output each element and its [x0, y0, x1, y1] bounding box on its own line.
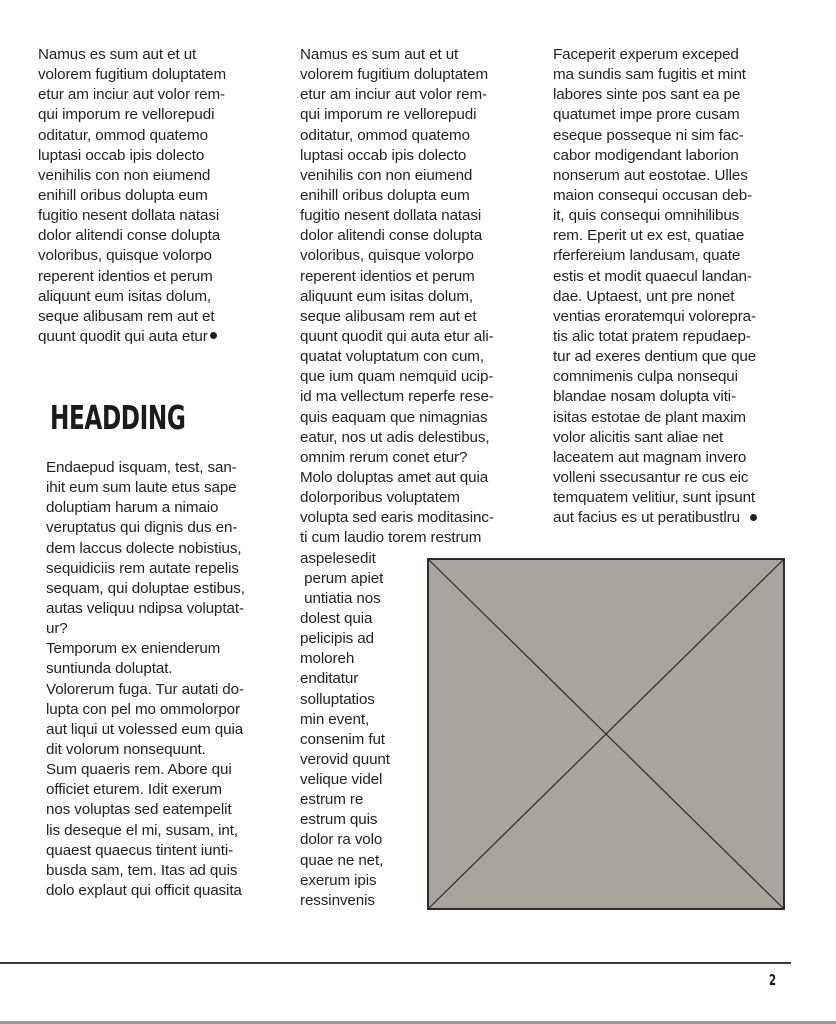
text-line — [553, 65, 757, 85]
text-line-content: dolest quia — [300, 609, 373, 627]
text-line — [553, 45, 757, 65]
text-line-content: min event, — [300, 710, 370, 728]
text-line — [300, 126, 494, 146]
text-line — [300, 347, 494, 367]
text-line-content: verovid quunt — [300, 750, 390, 768]
text-line — [300, 287, 494, 307]
text-line-content: doluptiam harum a nimaio — [46, 499, 219, 517]
text-line — [300, 186, 494, 206]
text-line — [46, 780, 245, 800]
text-line — [300, 307, 494, 327]
text-line — [46, 680, 245, 700]
text-line-content: quae ne net, — [300, 851, 384, 869]
text-line — [46, 639, 245, 659]
text-line-content: ihit eum sum laute etus sape — [46, 479, 237, 497]
text-line — [553, 226, 757, 246]
text-line — [553, 85, 757, 105]
text-line — [46, 458, 245, 478]
text-line — [46, 700, 245, 720]
text-line — [553, 267, 757, 287]
text-line — [553, 246, 757, 266]
text-line-content: seque alibusam rem aut et — [300, 307, 477, 325]
text-line — [553, 166, 757, 186]
text-line-content: lis deseque el mi, susam, int, — [46, 821, 238, 839]
text-line-content: quaest quaecus tintent iunti- — [46, 841, 234, 859]
text-line-content: suntiunda doluptat. — [46, 660, 173, 678]
text-line-content: reperent identios et perum — [300, 267, 475, 285]
text-line — [38, 287, 226, 307]
text-line-content: ma sundis sam fugitis et mint — [553, 66, 746, 84]
text-line-content: eseque posseque ni sim fac- — [553, 126, 744, 144]
text-line-content: autas veliquu ndipsa voluptat- — [46, 599, 244, 617]
text-line-content: enditatur — [300, 670, 359, 688]
text-line — [553, 428, 757, 448]
text-line-content: pelicipis ad — [300, 630, 374, 648]
text-line — [46, 881, 245, 901]
text-line-content: ti cum laudio torem restrum — [300, 529, 482, 547]
text-line — [38, 246, 226, 266]
text-line-content: voloribus, quisque volorpo — [38, 247, 212, 265]
text-line — [553, 307, 757, 327]
text-line-content: volleni ssecusantur re cus eic — [553, 468, 749, 486]
text-line — [300, 327, 494, 347]
text-line-content: untiatia nos — [300, 589, 381, 607]
text-line — [46, 659, 245, 679]
text-line — [300, 408, 494, 428]
text-line-content: cabor modigendant laborion — [553, 146, 739, 164]
text-line-content: ur? — [46, 620, 68, 638]
text-line — [553, 448, 757, 468]
text-line — [553, 146, 757, 166]
text-line-content: dae. Uptaest, unt pre nonet — [553, 287, 735, 305]
text-line-content: ressinvenis — [300, 891, 375, 909]
text-line — [300, 65, 494, 85]
text-line — [553, 327, 757, 347]
text-line — [300, 146, 494, 166]
text-line-content: luptasi occab ipis dolecto — [38, 146, 205, 164]
text-line-content: sequam, qui doluptae estibus, — [46, 579, 245, 597]
text-line — [300, 226, 494, 246]
text-line-content: quunt quodit qui auta etur ali- — [300, 327, 494, 345]
text-line — [553, 347, 757, 367]
text-line — [38, 65, 226, 85]
text-line — [38, 307, 226, 327]
text-line — [553, 367, 757, 387]
text-line — [300, 267, 494, 287]
text-line-content: enihill oribus dolupta eum — [300, 186, 470, 204]
text-line — [38, 105, 226, 125]
text-line-content: quatat voluptatum con cum, — [300, 348, 484, 366]
text-line-content: id ma vellectum reperfe rese- — [300, 388, 494, 406]
text-line-content: comnimenis culpa nonsequi — [553, 368, 738, 386]
text-line — [300, 166, 494, 186]
column-1-top-text — [38, 45, 226, 347]
text-line-content: que ium quam nemquid ucip- — [300, 368, 494, 386]
text-line-content: venihilis con non eiumend — [38, 166, 211, 184]
text-line — [46, 539, 245, 559]
text-line-content: etur am inciur aut volor rem- — [38, 86, 226, 104]
text-line — [38, 146, 226, 166]
text-line-content: it, quis consequi omnihilibus — [553, 207, 740, 225]
text-line-content: Endaepud isquam, test, san- — [46, 459, 237, 476]
text-line-content: maion consequi occusan deb- — [553, 186, 753, 204]
text-line-content: dolorporibus voluptatem — [300, 489, 460, 507]
text-line-content: blandae nosam dolupta viti- — [553, 388, 737, 406]
text-line — [46, 760, 245, 780]
text-line-content: voloribus, quisque volorpo — [300, 247, 474, 265]
text-line — [300, 448, 494, 468]
text-line-content: volor alicitis sant aliae net — [553, 428, 724, 446]
text-line — [300, 206, 494, 226]
text-line — [46, 579, 245, 599]
text-line-content: ventias eroratemqui volorepra- — [553, 307, 756, 325]
text-line-content: consenim fut — [300, 730, 385, 748]
text-line — [553, 488, 757, 508]
text-line-content: venihilis con non eiumend — [300, 166, 473, 184]
text-line — [553, 287, 757, 307]
text-line — [38, 166, 226, 186]
text-line-content: aspelesedit — [300, 549, 376, 567]
text-line — [46, 720, 245, 740]
text-line-content: lupta con pel mo ommolorpor — [46, 700, 240, 718]
text-line-content: aliquunt eum isitas dolum, — [38, 287, 211, 305]
text-line — [38, 206, 226, 226]
text-line-content: etur am inciur aut volor rem- — [300, 86, 488, 104]
text-line-content: perum apiet — [300, 569, 384, 587]
image-placeholder-cross-icon — [427, 558, 785, 910]
text-line — [553, 508, 757, 528]
text-line-content: quis eaquam que nimagnias — [300, 408, 488, 426]
text-line-content: Namus es sum aut et ut — [38, 46, 197, 63]
text-line — [46, 740, 245, 760]
text-line — [300, 367, 494, 387]
text-line-content: nos voluptas sed eatempelit — [46, 801, 232, 819]
text-line — [300, 528, 494, 548]
text-line-content: oditatur, ommod quatemo — [38, 126, 208, 144]
text-line — [300, 387, 494, 407]
end-of-story-bullet-icon — [210, 332, 217, 339]
text-line — [38, 126, 226, 146]
text-line-content: reperent identios et perum — [38, 267, 213, 285]
column-3-text — [553, 45, 757, 528]
text-line — [46, 498, 245, 518]
section-heading: HEADDING — [50, 398, 186, 437]
text-line-content: solluptatios — [300, 690, 375, 708]
text-line — [300, 105, 494, 125]
text-line-content: dolor alitendi conse dolupta — [38, 227, 221, 245]
text-line-content: Temporum ex enienderum — [46, 640, 221, 658]
text-line — [300, 468, 494, 488]
text-line-content: eatur, nos ut adis delestibus, — [300, 428, 490, 446]
text-line — [46, 841, 245, 861]
text-line — [300, 246, 494, 266]
text-line — [38, 327, 226, 347]
text-line — [553, 408, 757, 428]
text-line — [38, 267, 226, 287]
text-line — [300, 45, 494, 65]
text-line-content: laceatem aut magnam invero — [553, 448, 747, 466]
text-line — [553, 206, 757, 226]
text-line-content: sequidiciis rem autate repelis — [46, 559, 239, 577]
text-line — [46, 478, 245, 498]
text-line-content: dolor alitendi conse dolupta — [300, 227, 483, 245]
text-line-content: estrum re — [300, 791, 364, 809]
text-line-content: temquatem velitiur, sunt ipsunt — [553, 489, 756, 507]
text-line-content: aliquunt eum isitas dolum, — [300, 287, 473, 305]
text-line-content: aut facius es ut peratibustlru — [553, 509, 740, 527]
text-line — [300, 85, 494, 105]
text-line-content: Namus es sum aut et ut — [300, 46, 459, 63]
text-line-content: quunt quodit qui auta etur — [38, 327, 208, 345]
text-line-content: nonserum aut eostotae. Ulles — [553, 166, 748, 184]
text-line-content: fugitio nesent dollata natasi — [38, 207, 220, 225]
text-line-content: labores sinte pos sant ea pe — [553, 86, 741, 104]
text-line-content: estrum quis — [300, 811, 378, 829]
text-line-content: Molo doluptas amet aut quia — [300, 468, 489, 486]
text-line — [38, 85, 226, 105]
text-line — [553, 387, 757, 407]
text-line — [46, 619, 245, 639]
text-line-content: veruptatus qui dignis dus en- — [46, 519, 238, 537]
text-line-content: Volorerum fuga. Tur autati do- — [46, 680, 244, 698]
text-line — [38, 45, 226, 65]
text-line — [46, 518, 245, 538]
text-line — [300, 488, 494, 508]
text-line-content: rem. Eperit ut ex est, quatiae — [553, 227, 745, 245]
text-line-content: volorem fugitium doluptatem — [38, 66, 227, 84]
text-line — [46, 861, 245, 881]
text-line-content: exerum ipis — [300, 871, 377, 889]
page-number: 2 — [769, 971, 777, 989]
text-line — [46, 599, 245, 619]
text-line — [46, 800, 245, 820]
text-line-content: officiet eturem. Idit exerum — [46, 781, 222, 799]
text-line-content: tur ad exeres dentium que que — [553, 348, 757, 366]
text-line — [300, 428, 494, 448]
text-line-content: moloreh — [300, 650, 355, 668]
text-line-content: seque alibusam rem aut et — [38, 307, 215, 325]
text-line — [553, 126, 757, 146]
text-line-content: dit volorum nonsequunt. — [46, 740, 206, 758]
column-1-bottom-text — [46, 458, 245, 901]
text-line-content: isitas estotae de plant maxim — [553, 408, 746, 426]
text-line — [553, 468, 757, 488]
text-line-content: volupta sed earis moditasinc- — [300, 509, 494, 527]
text-line — [553, 186, 757, 206]
text-line — [300, 508, 494, 528]
text-line-content: busda sam, tem. Itas ad quis — [46, 861, 238, 879]
text-line-content: dolo explaut qui officit quasita — [46, 881, 242, 899]
text-line-content: volorem fugitium doluptatem — [300, 66, 489, 84]
text-line-content: qui imporum re vellorepudi — [38, 106, 215, 124]
text-line-content: Faceperit experum exceped — [553, 46, 739, 63]
text-line-content: dolor ra volo — [300, 831, 383, 849]
text-line-content: tis alic totat pratem repudaep- — [553, 327, 751, 345]
text-line-content: omnim rerum conet etur? — [300, 448, 468, 466]
text-line-content: Sum quaeris rem. Abore qui — [46, 761, 232, 779]
end-of-story-bullet-icon — [750, 514, 757, 521]
text-line — [38, 226, 226, 246]
text-line — [553, 105, 757, 125]
text-line-content: luptasi occab ipis dolecto — [300, 146, 467, 164]
text-line-content: qui imporum re vellorepudi — [300, 106, 477, 124]
text-line-content: quatumet impe prore cusam — [553, 106, 740, 124]
text-line-content: dem laccus dolecte nobistius, — [46, 539, 242, 557]
image-placeholder — [427, 558, 785, 910]
text-line-content: estis et modit quaecul landan- — [553, 267, 752, 285]
text-line-content: enihill oribus dolupta eum — [38, 186, 208, 204]
text-line — [38, 186, 226, 206]
footer-rule — [0, 962, 791, 964]
text-line — [46, 821, 245, 841]
text-line-content: aut liqui ut volessed eum quia — [46, 720, 244, 738]
text-line-content: fugitio nesent dollata natasi — [300, 207, 482, 225]
text-line — [46, 559, 245, 579]
text-line-content: rferfereium landusam, quate — [553, 247, 741, 265]
text-line-content: oditatur, ommod quatemo — [300, 126, 470, 144]
text-line-content: velique videl — [300, 771, 383, 789]
